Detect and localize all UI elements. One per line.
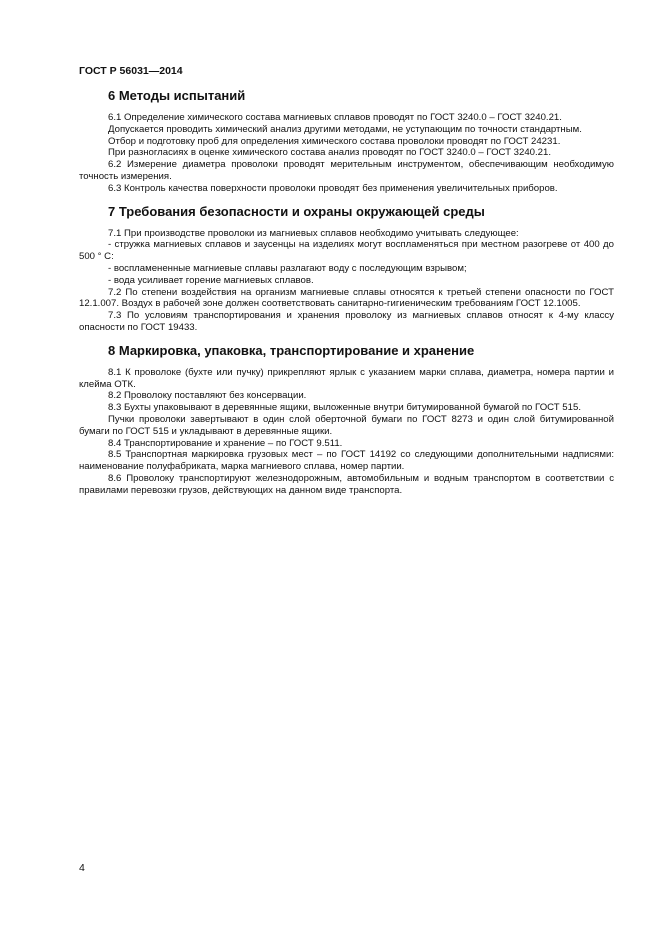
- paragraph: Отбор и подготовку проб для определения химического состава проволоки проводят по ГОСТ 24231.: [108, 135, 561, 147]
- paragraph: 6.3 Контроль качества поверхности проволоки проводят без применения увеличительных приборов.: [108, 182, 558, 194]
- paragraph: 7.3 По условиям транспортирования и хранения проволоку из магниевых сплавов относят к 4-му классу опасности по ГОСТ 19433.: [79, 310, 614, 333]
- paragraph: 8.4 Транспортирование и хранение – по ГОСТ 9.511.: [108, 437, 343, 449]
- section-title: 6 Методы испытаний: [108, 88, 246, 103]
- paragraph: При разногласиях в оценке химического состава анализ проводят по ГОСТ 3240.0 – ГОСТ 3240.21.: [108, 147, 552, 159]
- document-header: ГОСТ Р 56031—2014: [79, 65, 183, 77]
- paragraph: 8.6 Проволоку транспортируют железнодорожным, автомобильным и водным транспортом в соответствии с правилами перевозки грузов, действующих на данном виде транспорта.: [79, 472, 614, 496]
- section-title: 7 Требования безопасности и охраны окружающей среды: [108, 203, 485, 219]
- paragraph: 8.5 Транспортная маркировка грузовых мест – по ГОСТ 14192 со следующими дополнительными надписями: наименование полуфабриката, марка магниевого сплава, номер партии.: [79, 449, 614, 473]
- paragraph: 7.1 При производстве проволоки из магниевых сплавов необходимо учитывать следующее:: [108, 227, 519, 239]
- document-body: [79, 88, 614, 506]
- paragraph: - стружка магниевых сплавов и заусенцы на изделиях могут воспламеняться при местном разогреве от 400 до 500 ° С:: [79, 239, 614, 263]
- paragraph: Допускается проводить химический анализ другими методами, не уступающим по точности стандартным.: [108, 123, 582, 135]
- paragraph: 8.1 К проволоке (бухте или пучку) прикрепляют ярлык с указанием марки сплава, диаметра, номера партии и клейма ОТК.: [79, 366, 614, 390]
- page-number: 4: [79, 862, 85, 874]
- section-safety: [79, 204, 614, 334]
- paragraph: 6.1 Определение химического состава магниевых сплавов проводят по ГОСТ 3240.0 – ГОСТ 3240.21.: [108, 112, 562, 123]
- paragraph: 7.2 По степени воздействия на организм магниевые сплавы относятся к третьей степени опасности по ГОСТ 12.1.007. Воздух в рабочей зоне должен соответствовать санитарно-гигиеническим требованиям ГОСТ 12.1005.: [79, 286, 614, 310]
- paragraph: Пучки проволоки завертывают в один слой оберточной бумаги по ГОСТ 8273 и один слой битумированной бумаги по ГОСТ 515 и укладывают в деревянные ящики.: [79, 413, 614, 437]
- section-marking: [79, 343, 614, 497]
- section-test-methods: [79, 88, 614, 195]
- paragraph: 8.3 Бухты упаковывают в деревянные ящики, выложенные внутри битумированной бумагой по ГОСТ 515.: [108, 402, 581, 414]
- paragraph: 8.2 Проволоку поставляют без консервации.: [108, 390, 307, 402]
- paragraph: - воспламененные магниевые сплавы разлагают воду с последующим взрывом;: [108, 262, 467, 274]
- section-title: 8 Маркировка, упаковка, транспортирование и хранение: [108, 342, 475, 358]
- paragraph: 6.2 Измерение диаметра проволоки проводят мерительным инструментом, обеспечивающим необходимую точность измерения.: [79, 159, 614, 182]
- paragraph: - вода усиливает горение магниевых сплавов.: [108, 274, 314, 286]
